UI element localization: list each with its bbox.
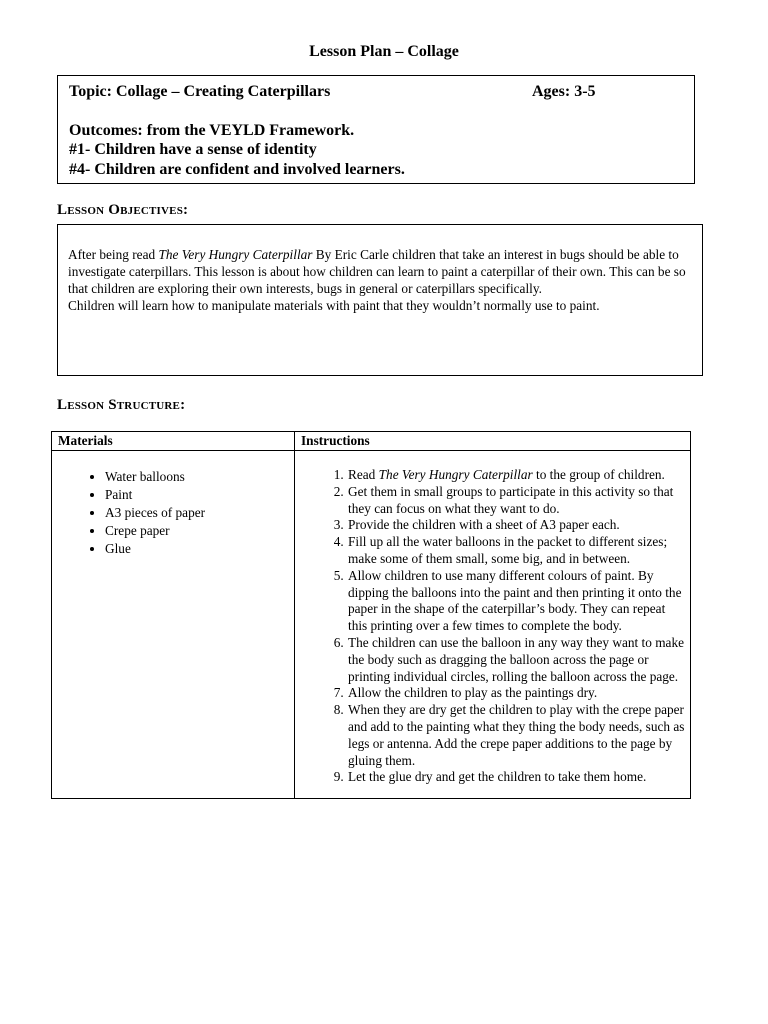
lesson-objectives-box [57,224,703,376]
table-header-row [52,432,691,451]
outcome-1: #1- Children have a sense of identity [69,141,317,158]
ages-label: Ages: 3-5 [532,83,596,100]
list-item [347,467,686,484]
topic-line: Topic: Collage – Creating Caterpillars [69,83,331,100]
list-item: 2. Get them in small groups to participate in this activity so that they can focus on what they want to do. [347,484,686,518]
objectives-paragraph-1 [68,246,692,297]
instructions-cell [295,451,691,799]
objectives-paragraph-2: Children will learn how to manipulate materials with paint that they wouldn’t normally use to paint. [68,298,600,313]
list-item: • A3 pieces of paper [105,504,294,522]
materials-list [52,468,294,558]
step-text: to the group of children. [532,467,665,482]
document-title: Lesson Plan – Collage [309,43,459,60]
list-item: 7. Allow the children to play as the paintings dry. [347,685,686,702]
objectives-text: After being read [68,247,159,262]
outcome-4: #4- Children are confident and involved learners. [69,161,405,178]
list-item: 4. Fill up all the water balloons in the packet to different sizes; make some of them small, some big, and in between. [347,534,686,568]
list-item: • Paint [105,486,294,504]
instructions-header: Instructions [295,432,691,451]
materials-cell [52,451,295,799]
objectives-text: By Eric Carle children that take an interest in bugs should be able to investigate caterpillars. This lesson is about how children can learn to paint a caterpillar of their own. This can be so that children are exploring their own interests, bugs in general or caterpillars specifically. [68,247,686,296]
book-title: The Very Hungry Caterpillar [158,247,313,262]
list-item: 9. Let the glue dry and get the children to take them home. [347,769,686,786]
list-item: • Glue [105,540,294,558]
topic-box [57,75,695,184]
instructions-list [295,467,690,786]
outcomes-heading: Outcomes: from the VEYLD Framework. [69,122,355,139]
list-item: • Water balloons [105,468,294,486]
lesson-objectives-heading: Lesson Objectives: [57,202,189,218]
lesson-structure-heading: Lesson Structure: [57,397,186,413]
materials-header: Materials [52,432,295,451]
table-row [52,451,691,799]
step-text: Read [348,467,379,482]
list-item: 6. The children can use the balloon in any way they want to make the body such as dragging the balloon across the page or printing individual circles, rolling the balloon across the page. [347,635,686,685]
list-item: 5. Allow children to use many different colours of paint. By dipping the balloons into the paint and then printing it onto the paper in the shape of the caterpillar’s body. They can repeat this printing over a few times to complete the body. [347,568,686,635]
lesson-structure-table [51,431,691,799]
list-item: 3. Provide the children with a sheet of A3 paper each. [347,517,686,534]
list-item: 8. When they are dry get the children to play with the crepe paper and add to the painting what they thing the body needs, such as legs or antenna. Add the crepe paper additions to the page by gluing them. [347,702,686,769]
list-item: • Crepe paper [105,522,294,540]
book-title: The Very Hungry Caterpillar [378,467,533,482]
